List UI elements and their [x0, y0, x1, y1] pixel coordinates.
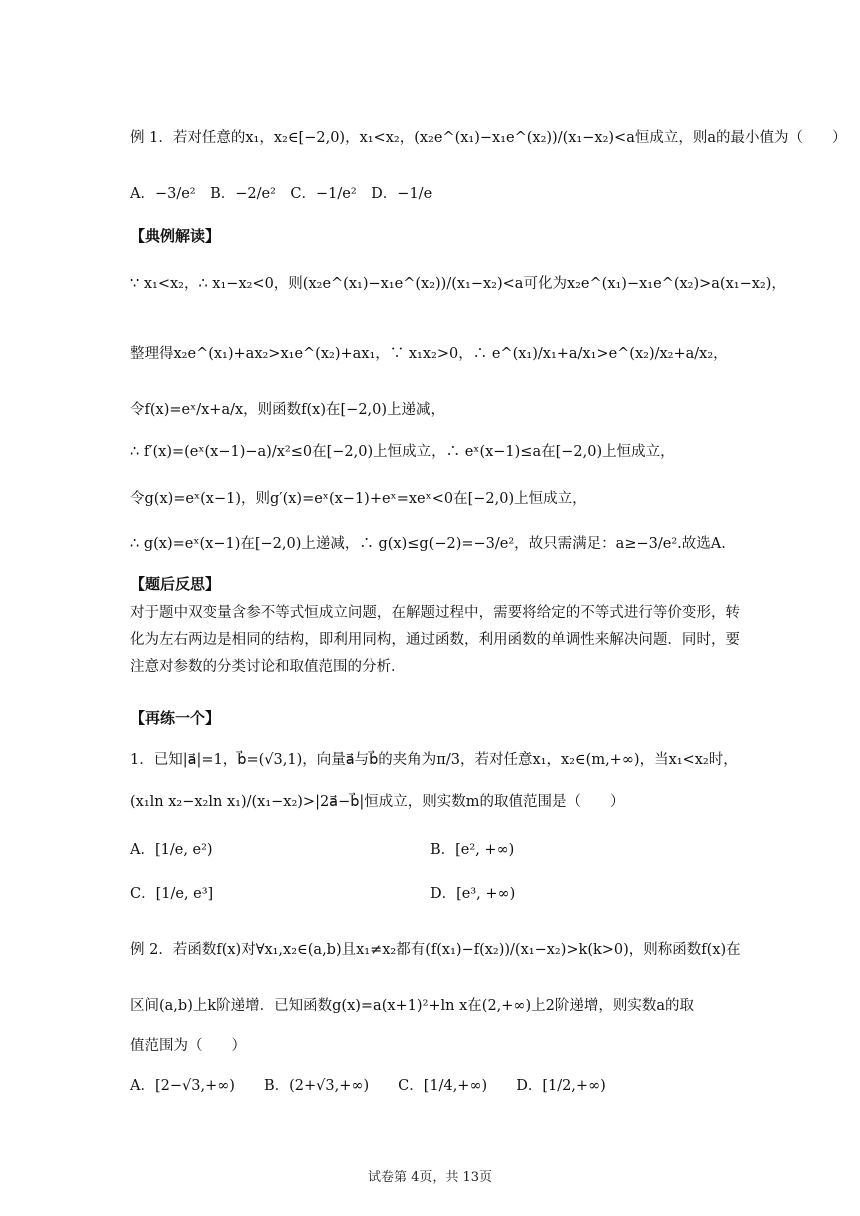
example-2-line-2: 区间(a,b)上k阶递增．已知函数g(x)=a(x+1)²+ln x在(2,+∞)上2阶递增，则实数a的取: [130, 998, 695, 1014]
practice-question-line-1: 1．已知|a⃗|=1，b⃗=(√3,1)，向量a⃗与b⃗的夹角为π/3，若对任意x₁，x₂∈(m,+∞)，当x₁<x₂时，: [130, 752, 738, 768]
example-2-line-1: 例 2．若函数f(x)对∀x₁,x₂∈(a,b)且x₁≠x₂都有(f(x₁)−f(x₂))/(x₁−x₂)>k(k>0)，则称函数f(x)在: [130, 942, 741, 958]
practice-question-line-2: (x₁ln x₂−x₂ln x₁)/(x₁−x₂)>|2a⃗−b⃗|恒成立，则实数m的取值范围是（ ）: [130, 794, 625, 810]
practice-option-c: C．[1/e, e³]: [130, 886, 214, 902]
solution-line-6: ∴ g(x)=eˣ(x−1)在[−2,0)上递减，∴ g(x)≤g(−2)=−3/e²，故只需满足：a≥−3/e².故选A.: [130, 536, 726, 552]
example-1-question: 例 1．若对任意的x₁，x₂∈[−2,0)，x₁<x₂，(x₂e^(x₁)−x₁e^(x₂))/(x₁−x₂)<a恒成立，则a的最小值为（ ）: [130, 130, 847, 146]
solution-line-4: ∴ f′(x)=(eˣ(x−1)−a)/x²≤0在[−2,0)上恒成立，∴ eˣ(x−1)≤a在[−2,0)上恒成立，: [130, 444, 675, 460]
example-1-options: A．−3/e² B．−2/e² C．−1/e² D．−1/e: [130, 186, 433, 202]
practice-option-b: B．[e², +∞): [430, 842, 515, 858]
example-2-line-3: 值范围为（ ）: [130, 1038, 246, 1054]
reflection-paragraph: 对于题中双变量含参不等式恒成立问题，在解题过程中，需要将给定的不等式进行等价变形，转化为左右两边是相同的结构，即利用同构，通过函数，利用函数的单调性来解决问题．同时，要注意对参数的分类讨论和取值范围的分析．: [130, 605, 740, 675]
section-heading-reflection: 【题后反思】: [130, 575, 221, 593]
solution-line-2: 整理得x₂e^(x₁)+ax₂>x₁e^(x₂)+ax₁，∵ x₁x₂>0，∴ e^(x₁)/x₁+a/x₁>e^(x₂)/x₂+a/x₂，: [130, 346, 728, 362]
example-2-options: A．[2−√3,+∞) B．(2+√3,+∞) C．[1/4,+∞) D．[1/2,+∞): [130, 1078, 606, 1094]
solution-line-5: 令g(x)=eˣ(x−1)，则g′(x)=eˣ(x−1)+eˣ=xeˣ<0在[−2,0)上恒成立，: [130, 491, 587, 507]
practice-option-d: D．[e³, +∞): [430, 886, 516, 902]
section-heading-solution: 【典例解读】: [130, 227, 221, 245]
section-heading-practice: 【再练一个】: [130, 709, 221, 727]
solution-line-1: ∵ x₁<x₂，∴ x₁−x₂<0，则(x₂e^(x₁)−x₁e^(x₂))/(x₁−x₂)<a可化为x₂e^(x₁)−x₁e^(x₂)>a(x₁−x₂)，: [130, 276, 786, 292]
page-footer: 试卷第 4页，共 13页: [367, 1170, 493, 1185]
solution-line-3: 令f(x)=eˣ/x+a/x，则函数f(x)在[−2,0)上递减，: [130, 402, 446, 418]
practice-option-a: A．[1/e, e²): [130, 842, 213, 858]
